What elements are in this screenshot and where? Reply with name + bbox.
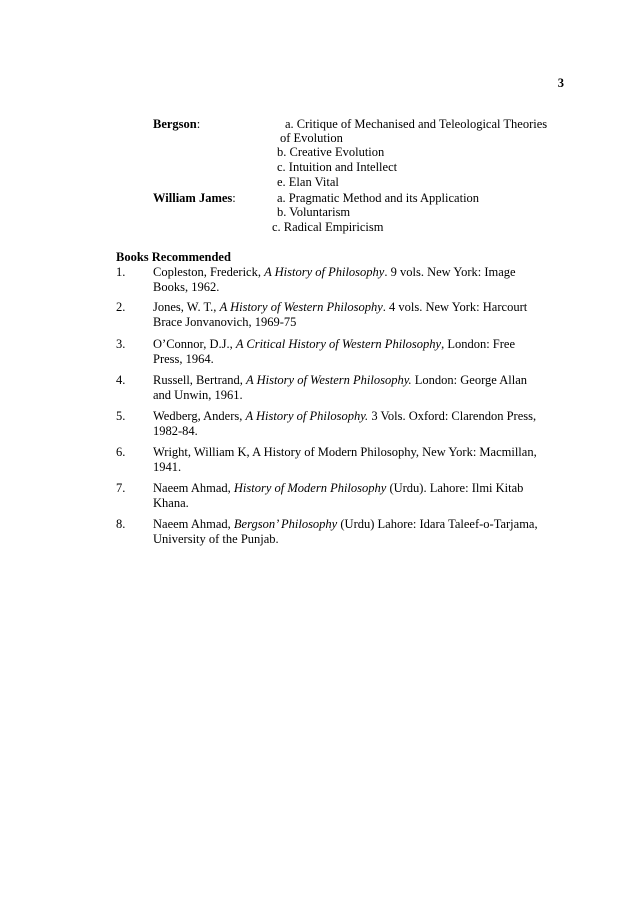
book-author: O’Connor, D.J.,	[153, 337, 236, 351]
topic-name-william-james	[153, 191, 236, 206]
book-number: 7.	[116, 481, 126, 495]
book-author: Naeem Ahmad,	[153, 517, 234, 531]
book-details: . 9 vols. New York: Image	[384, 265, 516, 279]
book-citation	[153, 337, 566, 367]
topic-item: b. Voluntarism	[277, 205, 351, 219]
book-title: A History of Philosophy	[264, 265, 385, 279]
book-details-line2: University of the Punjab.	[153, 532, 279, 546]
book-details: . 4 vols. New York: Harcourt	[382, 300, 528, 314]
book-title: A History of Western Philosophy	[219, 300, 383, 314]
book-details-line2: Khana.	[153, 496, 189, 510]
book-details-line2: Books, 1962.	[153, 280, 220, 294]
book-title: A History of Western Philosophy.	[246, 373, 412, 387]
book-citation	[153, 300, 566, 330]
book-title: History of Modern Philosophy	[233, 481, 387, 495]
book-number: 6.	[116, 445, 126, 459]
book-citation	[153, 265, 566, 295]
book-details: (Urdu). Lahore: Ilmi Kitab	[386, 481, 524, 495]
book-title: A Critical History of Western Philosophy	[235, 337, 442, 351]
book-citation	[153, 445, 566, 475]
book-number: 1.	[116, 265, 126, 279]
topic-colon: :	[196, 117, 201, 131]
book-title: A History of Philosophy.	[245, 409, 369, 423]
book-citation	[153, 409, 566, 439]
book-citation	[153, 373, 566, 403]
topic-item: c. Radical Empiricism	[272, 220, 384, 234]
book-number: 5.	[116, 409, 126, 423]
book-details-line2: Press, 1964.	[153, 352, 214, 366]
topic-name-text: Bergson	[153, 117, 197, 131]
book-details: (Urdu) Lahore: Idara Taleef-o-Tarjama,	[337, 517, 538, 531]
book-details: London: George Allan	[411, 373, 528, 387]
topic-item: a. Critique of Mechanised and Teleological Theories	[285, 117, 548, 131]
book-author: Russell, Bertrand,	[153, 373, 247, 387]
book-details-line2: 1941.	[153, 460, 182, 474]
topic-item: a. Pragmatic Method and its Application	[277, 191, 480, 205]
book-details-line2: Brace Jonvanovich, 1969-75	[153, 315, 297, 329]
topic-item: b. Creative Evolution	[277, 145, 385, 159]
book-number: 3.	[116, 337, 126, 351]
books-heading: Books Recommended	[116, 250, 231, 264]
book-details: , London: Free	[441, 337, 516, 351]
book-author: Jones, W. T.,	[153, 300, 220, 314]
book-citation	[153, 481, 566, 511]
topic-name-bergson	[153, 117, 200, 132]
page-number: 3	[557, 76, 564, 90]
book-title: Bergson’ Philosophy	[233, 517, 338, 531]
topic-item: c. Intuition and Intellect	[277, 160, 398, 174]
topic-colon: :	[232, 191, 236, 205]
book-citation	[153, 517, 566, 547]
topic-item: e. Elan Vital	[277, 175, 339, 189]
book-author: Copleston, Frederick,	[153, 265, 265, 279]
book-author: Naeem Ahmad,	[153, 481, 234, 495]
topic-item: of Evolution	[280, 131, 343, 145]
book-author: Wright, William K, A History of Modern Philosophy, New York: Macmillan,	[153, 445, 537, 459]
book-details: 3 Vols. Oxford: Clarendon Press,	[368, 409, 537, 423]
book-number: 2.	[116, 300, 126, 314]
book-number: 8.	[116, 517, 126, 531]
book-details-line2: and Unwin, 1961.	[153, 388, 243, 402]
book-details-line2: 1982-84.	[153, 424, 198, 438]
book-author: Wedberg, Anders,	[153, 409, 246, 423]
book-number: 4.	[116, 373, 126, 387]
topic-name-text: William James	[153, 191, 233, 205]
